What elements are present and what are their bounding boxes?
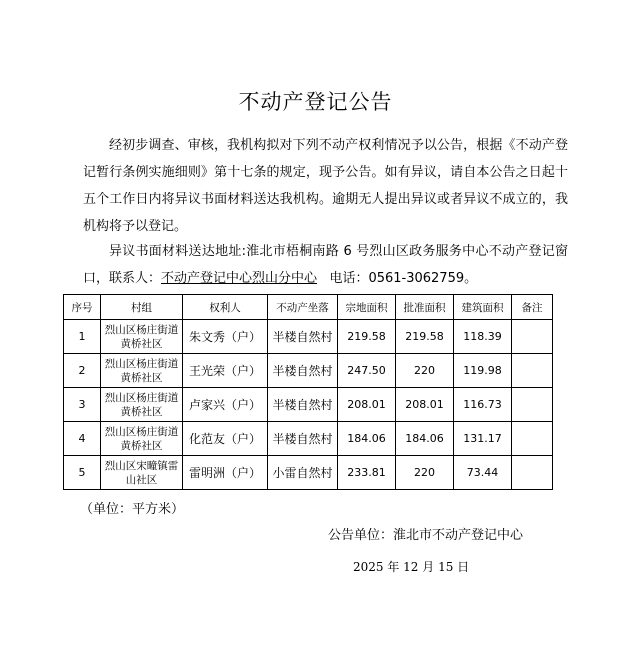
- header-building-area: 建筑面积: [454, 295, 512, 320]
- table-row: [64, 354, 553, 388]
- cell-parcel-area: 247.50: [338, 354, 396, 388]
- header-approved-area: 批准面积: [396, 295, 454, 320]
- registration-table: [63, 294, 553, 490]
- cell-note: [512, 456, 553, 490]
- cell-approved-area: 184.06: [396, 422, 454, 456]
- cell-location: 半楼自然村: [268, 354, 338, 388]
- header-note: 备注: [512, 295, 553, 320]
- cell-village: 烈山区杨庄街道黄桥社区: [101, 388, 183, 422]
- phone-number: 电话：0561-3062759。: [329, 271, 478, 286]
- address-paragraph: [83, 238, 568, 292]
- cell-village: 烈山区杨庄街道黄桥社区: [101, 422, 183, 456]
- cell-location: 半楼自然村: [268, 320, 338, 354]
- table-row: [64, 388, 553, 422]
- contact-name: 不动产登记中心烈山分中心: [161, 271, 318, 286]
- cell-note: [512, 388, 553, 422]
- table-row: [64, 320, 553, 354]
- cell-village: 烈山区宋疃镇雷山社区: [101, 456, 183, 490]
- cell-approved-area: 208.01: [396, 388, 454, 422]
- cell-owner: 化范友（户）: [183, 422, 268, 456]
- cell-owner: 王光荣（户）: [183, 354, 268, 388]
- cell-no: 1: [64, 320, 101, 354]
- cell-location: 半楼自然村: [268, 422, 338, 456]
- cell-approved-area: 219.58: [396, 320, 454, 354]
- header-parcel-area: 宗地面积: [338, 295, 396, 320]
- cell-approved-area: 220: [396, 456, 454, 490]
- cell-location: 半楼自然村: [268, 388, 338, 422]
- header-village: 村组: [101, 295, 183, 320]
- table-row: [64, 456, 553, 490]
- table-header-row: [64, 295, 553, 320]
- address-prefix: 异议书面材料送达地址:淮北市梧桐南路 6 号烈山区政务服务中心不动产登记窗口，联系人：: [83, 244, 568, 286]
- cell-building-area: 118.39: [454, 320, 512, 354]
- cell-parcel-area: 233.81: [338, 456, 396, 490]
- page-title: 不动产登记公告: [238, 90, 393, 114]
- issue-date: 2025 年 12 月 15 日: [353, 560, 470, 574]
- cell-building-area: 119.98: [454, 354, 512, 388]
- cell-parcel-area: 184.06: [338, 422, 396, 456]
- cell-owner: 雷明洲（户）: [183, 456, 268, 490]
- cell-note: [512, 354, 553, 388]
- cell-note: [512, 320, 553, 354]
- cell-village: 烈山区杨庄街道黄桥社区: [101, 320, 183, 354]
- cell-building-area: 73.44: [454, 456, 512, 490]
- cell-no: 2: [64, 354, 101, 388]
- header-location: 不动产坐落: [268, 295, 338, 320]
- cell-owner: 卢家兴（户）: [183, 388, 268, 422]
- cell-parcel-area: 219.58: [338, 320, 396, 354]
- intro-paragraph: 经初步调查、审核，我机构拟对下列不动产权利情况予以公告，根据《不动产登记暂行条例实施细则》第十七条的规定，现予公告。如有异议，请自本公告之日起十五个工作日内将异议书面材料送达我机构。逾期无人提出异议或者异议不成立的，我机构将予以登记。: [83, 138, 568, 234]
- cell-building-area: 116.73: [454, 388, 512, 422]
- cell-approved-area: 220: [396, 354, 454, 388]
- cell-no: 5: [64, 456, 101, 490]
- unit-label: （单位：平方米）: [80, 502, 185, 517]
- header-no: 序号: [64, 295, 101, 320]
- cell-building-area: 131.17: [454, 422, 512, 456]
- issuer-label: 公告单位：淮北市不动产登记中心: [328, 528, 524, 543]
- cell-note: [512, 422, 553, 456]
- cell-no: 3: [64, 388, 101, 422]
- header-owner: 权利人: [183, 295, 268, 320]
- table-row: [64, 422, 553, 456]
- cell-location: 小雷自然村: [268, 456, 338, 490]
- cell-no: 4: [64, 422, 101, 456]
- cell-parcel-area: 208.01: [338, 388, 396, 422]
- cell-village: 烈山区杨庄街道黄桥社区: [101, 354, 183, 388]
- cell-owner: 朱文秀（户）: [183, 320, 268, 354]
